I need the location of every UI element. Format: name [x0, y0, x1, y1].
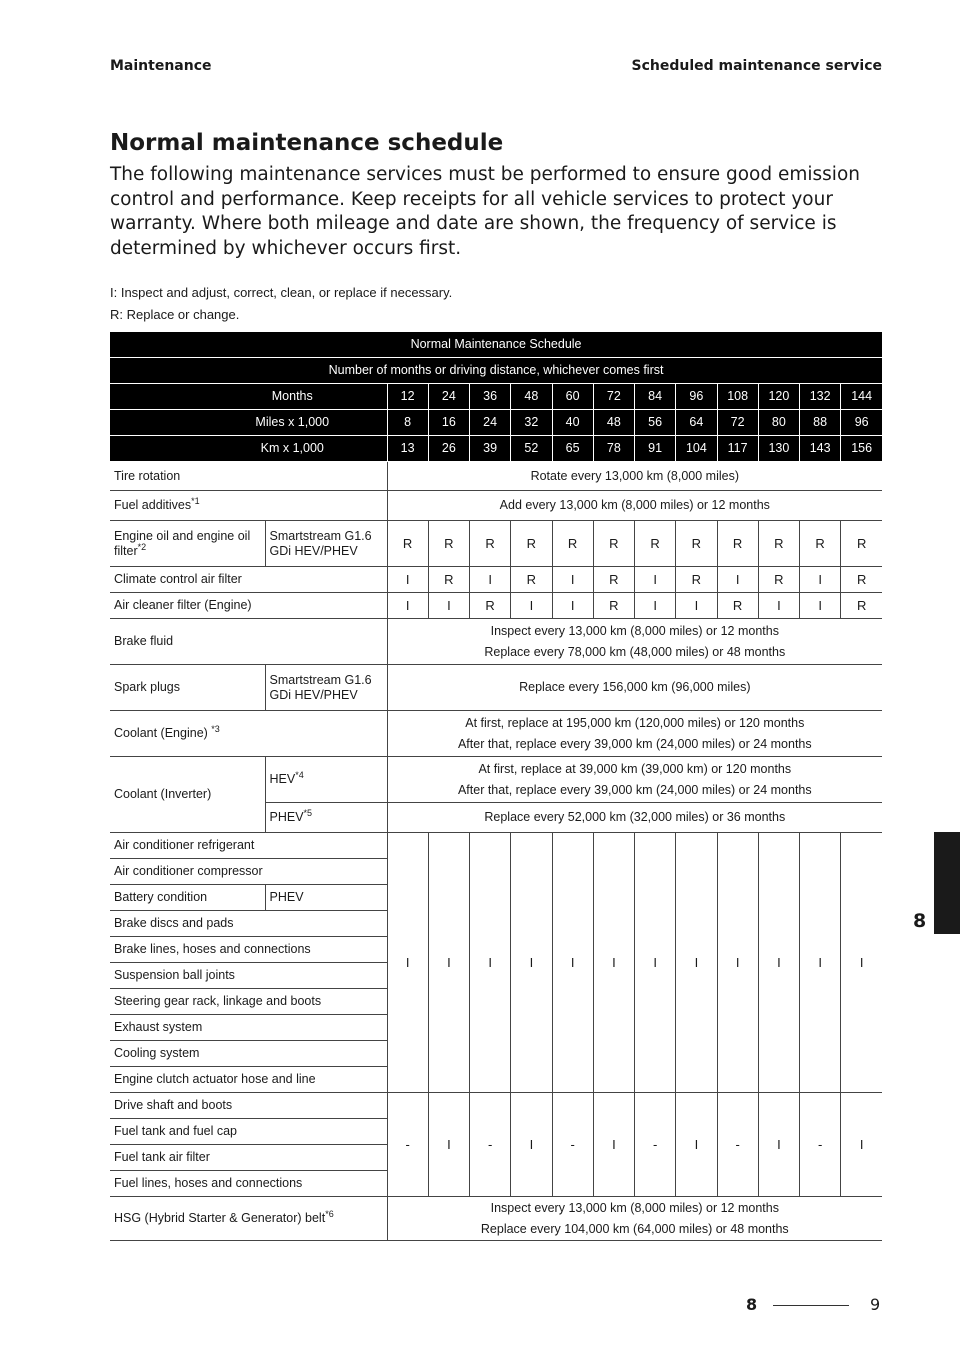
schedule-cell: I [758, 593, 799, 619]
interval-cell: 24 [470, 410, 511, 436]
schedule-cell: R [428, 521, 469, 567]
item-drive-shaft: Drive shaft and boots [110, 1093, 387, 1119]
interval-cell: 91 [635, 436, 676, 462]
item-tire-rotation: Tire rotation [110, 462, 387, 491]
schedule-cell: R [387, 521, 428, 567]
interval-cell: 96 [676, 384, 717, 410]
item-spark-plugs: Spark plugs [110, 665, 265, 711]
interval-cell: 64 [676, 410, 717, 436]
table-row [110, 757, 882, 803]
interval-cell: 65 [552, 436, 593, 462]
battery-condition-variant: PHEV [265, 885, 387, 911]
schedule-cell: R [470, 593, 511, 619]
schedule-cell: R [428, 567, 469, 593]
interval-cell: 143 [800, 436, 841, 462]
schedule-cell: - [800, 1093, 841, 1197]
legend-replace: R: Replace or change. [110, 307, 240, 322]
schedule-cell: I [676, 1093, 717, 1197]
schedule-cell: R [841, 593, 882, 619]
schedule-cell: I [758, 833, 799, 1093]
schedule-cell: I [387, 833, 428, 1093]
schedule-cell: I [635, 593, 676, 619]
interval-cell: 104 [676, 436, 717, 462]
schedule-cell: I [676, 593, 717, 619]
schedule-cell: R [511, 567, 552, 593]
interval-cell: 60 [552, 384, 593, 410]
interval-cell: 8 [387, 410, 428, 436]
km-label: Km x 1,000 [110, 436, 387, 462]
item-climate-filter: Climate control air filter [110, 567, 387, 593]
schedule-cell: I [428, 1093, 469, 1197]
item-fuel-lines: Fuel lines, hoses and connections [110, 1171, 387, 1197]
interval-cell: 120 [758, 384, 799, 410]
schedule-cell: R [717, 521, 758, 567]
miles-row [110, 410, 882, 436]
page-title: Normal maintenance schedule [110, 130, 504, 156]
km-row [110, 436, 882, 462]
schedule-cell: I [758, 1093, 799, 1197]
schedule-cell: I [717, 833, 758, 1093]
interval-cell: 78 [593, 436, 634, 462]
interval-cell: 13 [387, 436, 428, 462]
legend [110, 282, 452, 326]
table-row [110, 567, 882, 593]
item-air-cleaner: Air cleaner filter (Engine) [110, 593, 387, 619]
table-row [110, 593, 882, 619]
interval-cell: 56 [635, 410, 676, 436]
schedule-cell: I [841, 833, 882, 1093]
table-subtitle-row [110, 358, 882, 384]
coolant-inverter-hev-note: At first, replace at 39,000 km (39,000 km) or 120 months After that, replace every 39,000 km (24,000 miles) or 24 months [387, 757, 882, 803]
schedule-cell: R [676, 521, 717, 567]
engine-oil-variant: Smartstream G1.6 GDi HEV/PHEV [265, 521, 387, 567]
interval-cell: 156 [841, 436, 882, 462]
chapter-tab-number: 8 [913, 910, 927, 932]
schedule-cell: R [593, 521, 634, 567]
item-battery-condition: Battery condition [110, 885, 265, 911]
tire-rotation-note: Rotate every 13,000 km (8,000 miles) [387, 462, 882, 491]
table-row [110, 711, 882, 757]
schedule-cell: - [635, 1093, 676, 1197]
table-row [110, 833, 882, 859]
footnote-ref: *2 [137, 541, 147, 552]
coolant-inverter-phev: PHEV$^{*5}$ [265, 803, 387, 833]
footer-chapter: 8 [746, 1295, 758, 1314]
schedule-cell: I [470, 567, 511, 593]
item-cooling-system: Cooling system [110, 1041, 387, 1067]
schedule-cell: R [800, 521, 841, 567]
months-label: Months [110, 384, 387, 410]
schedule-cell: I [635, 567, 676, 593]
item-coolant-engine: Coolant (Engine) $^{*3}$ [110, 711, 387, 757]
schedule-cell: R [676, 567, 717, 593]
item-brake-fluid: Brake fluid [110, 619, 387, 665]
item-suspension-ball-joints: Suspension ball joints [110, 963, 387, 989]
schedule-cell: I [511, 1093, 552, 1197]
interval-cell: 48 [511, 384, 552, 410]
table-row [110, 619, 882, 665]
interval-cell: 72 [593, 384, 634, 410]
table-row [110, 462, 882, 491]
schedule-cell: R [470, 521, 511, 567]
table-row [110, 491, 882, 521]
miles-label: Miles x 1,000 [110, 410, 387, 436]
schedule-cell: I [552, 833, 593, 1093]
table-row [110, 521, 882, 567]
item-fuel-tank-cap: Fuel tank and fuel cap [110, 1119, 387, 1145]
schedule-cell: - [387, 1093, 428, 1197]
item-brake-lines: Brake lines, hoses and connections [110, 937, 387, 963]
footer-page-number: 9 [870, 1295, 881, 1314]
interval-cell: 12 [387, 384, 428, 410]
schedule-cell: I [800, 593, 841, 619]
header-section: Maintenance [110, 58, 212, 74]
item-hsg-belt: HSG (Hybrid Starter & Generator) belt$^{*6}$ [110, 1197, 387, 1241]
fuel-additives-note: Add every 13,000 km (8,000 miles) or 12 months [387, 491, 882, 521]
schedule-cell: I [511, 593, 552, 619]
schedule-cell: I [800, 833, 841, 1093]
schedule-cell: I [428, 593, 469, 619]
table-title-row [110, 332, 882, 358]
schedule-cell: R [758, 567, 799, 593]
schedule-cell: - [717, 1093, 758, 1197]
item-steering-gear: Steering gear rack, linkage and boots [110, 989, 387, 1015]
footnote-ref: *5 [303, 807, 313, 818]
schedule-cell: I [841, 1093, 882, 1197]
coolant-inverter-hev: HEV$^{*4}$ [265, 757, 387, 803]
interval-cell: 40 [552, 410, 593, 436]
interval-cell: 132 [800, 384, 841, 410]
item-engine-oil: Engine oil and engine oil filter$^{*2}$ [110, 521, 265, 567]
schedule-cell: R [593, 567, 634, 593]
item-ac-refrigerant: Air conditioner refrigerant [110, 833, 387, 859]
schedule-cell: I [552, 593, 593, 619]
schedule-cell: I [593, 1093, 634, 1197]
item-engine-clutch-hose: Engine clutch actuator hose and line [110, 1067, 387, 1093]
interval-cell: 52 [511, 436, 552, 462]
brake-fluid-note: Inspect every 13,000 km (8,000 miles) or 12 months Replace every 78,000 km (48,000 miles) or 48 months [387, 619, 882, 665]
table-row [110, 1093, 882, 1119]
item-fuel-tank-air-filter: Fuel tank air filter [110, 1145, 387, 1171]
interval-cell: 80 [758, 410, 799, 436]
footnote-ref: *1 [191, 495, 200, 506]
spark-plugs-note: Replace every 156,000 km (96,000 miles) [387, 665, 882, 711]
schedule-cell: I [387, 567, 428, 593]
interval-cell: 96 [841, 410, 882, 436]
interval-cell: 36 [470, 384, 511, 410]
schedule-cell: I [552, 567, 593, 593]
schedule-cell: R [552, 521, 593, 567]
table-row [110, 665, 882, 711]
schedule-cell: R [758, 521, 799, 567]
schedule-cell: R [841, 567, 882, 593]
item-fuel-additives: Fuel additives$^{*1}$ [110, 491, 387, 521]
interval-cell: 32 [511, 410, 552, 436]
schedule-cell: R [717, 593, 758, 619]
table-row [110, 1197, 882, 1241]
schedule-cell: I [800, 567, 841, 593]
item-exhaust-system: Exhaust system [110, 1015, 387, 1041]
schedule-cell: R [635, 521, 676, 567]
coolant-inverter-phev-note: Replace every 52,000 km (32,000 miles) or 36 months [387, 803, 882, 833]
interval-cell: 16 [428, 410, 469, 436]
intro-paragraph: The following maintenance services must be performed to ensure good emission control and performance. Keep receipts for all vehicle services to protect your warranty. Where both mileage and date are shown, the frequency of service is determined by whichever occurs first. [110, 164, 860, 259]
interval-cell: 130 [758, 436, 799, 462]
schedule-cell: - [470, 1093, 511, 1197]
footer-divider [773, 1305, 849, 1306]
schedule-cell: I [387, 593, 428, 619]
maintenance-schedule-table [110, 332, 882, 1241]
schedule-cell: I [470, 833, 511, 1093]
footnote-ref: *6 [325, 1208, 334, 1219]
legend-inspect: I: Inspect and adjust, correct, clean, or replace if necessary. [110, 285, 453, 300]
interval-cell: 88 [800, 410, 841, 436]
coolant-engine-note: At first, replace at 195,000 km (120,000 miles) or 120 months After that, replace every 39,000 km (24,000 miles) or 24 months [387, 711, 882, 757]
chapter-tab [934, 832, 960, 934]
interval-cell: 84 [635, 384, 676, 410]
item-coolant-inverter: Coolant (Inverter) [110, 757, 265, 833]
schedule-cell: I [676, 833, 717, 1093]
schedule-cell: I [635, 833, 676, 1093]
interval-cell: 108 [717, 384, 758, 410]
footnote-ref: *4 [295, 769, 304, 780]
interval-cell: 24 [428, 384, 469, 410]
footnote-ref: *3 [211, 723, 220, 734]
months-row [110, 384, 882, 410]
table-subtitle: Number of months or driving distance, whichever comes first [110, 358, 882, 384]
interval-cell: 144 [841, 384, 882, 410]
schedule-cell: R [841, 521, 882, 567]
schedule-cell: I [593, 833, 634, 1093]
interval-cell: 117 [717, 436, 758, 462]
spark-plugs-variant: Smartstream G1.6 GDi HEV/PHEV [265, 665, 387, 711]
schedule-cell: I [717, 567, 758, 593]
schedule-cell: R [593, 593, 634, 619]
table-title: Normal Maintenance Schedule [110, 332, 882, 358]
schedule-cell: - [552, 1093, 593, 1197]
interval-cell: 48 [593, 410, 634, 436]
interval-cell: 26 [428, 436, 469, 462]
interval-cell: 72 [717, 410, 758, 436]
schedule-cell: R [511, 521, 552, 567]
schedule-cell: I [511, 833, 552, 1093]
item-ac-compressor: Air conditioner compressor [110, 859, 387, 885]
interval-cell: 39 [470, 436, 511, 462]
schedule-cell: I [428, 833, 469, 1093]
hsg-belt-note: Inspect every 13,000 km (8,000 miles) or 12 months Replace every 104,000 km (64,000 miles) or 48 months [387, 1197, 882, 1241]
item-brake-discs: Brake discs and pads [110, 911, 387, 937]
header-topic: Scheduled maintenance service [631, 58, 882, 74]
